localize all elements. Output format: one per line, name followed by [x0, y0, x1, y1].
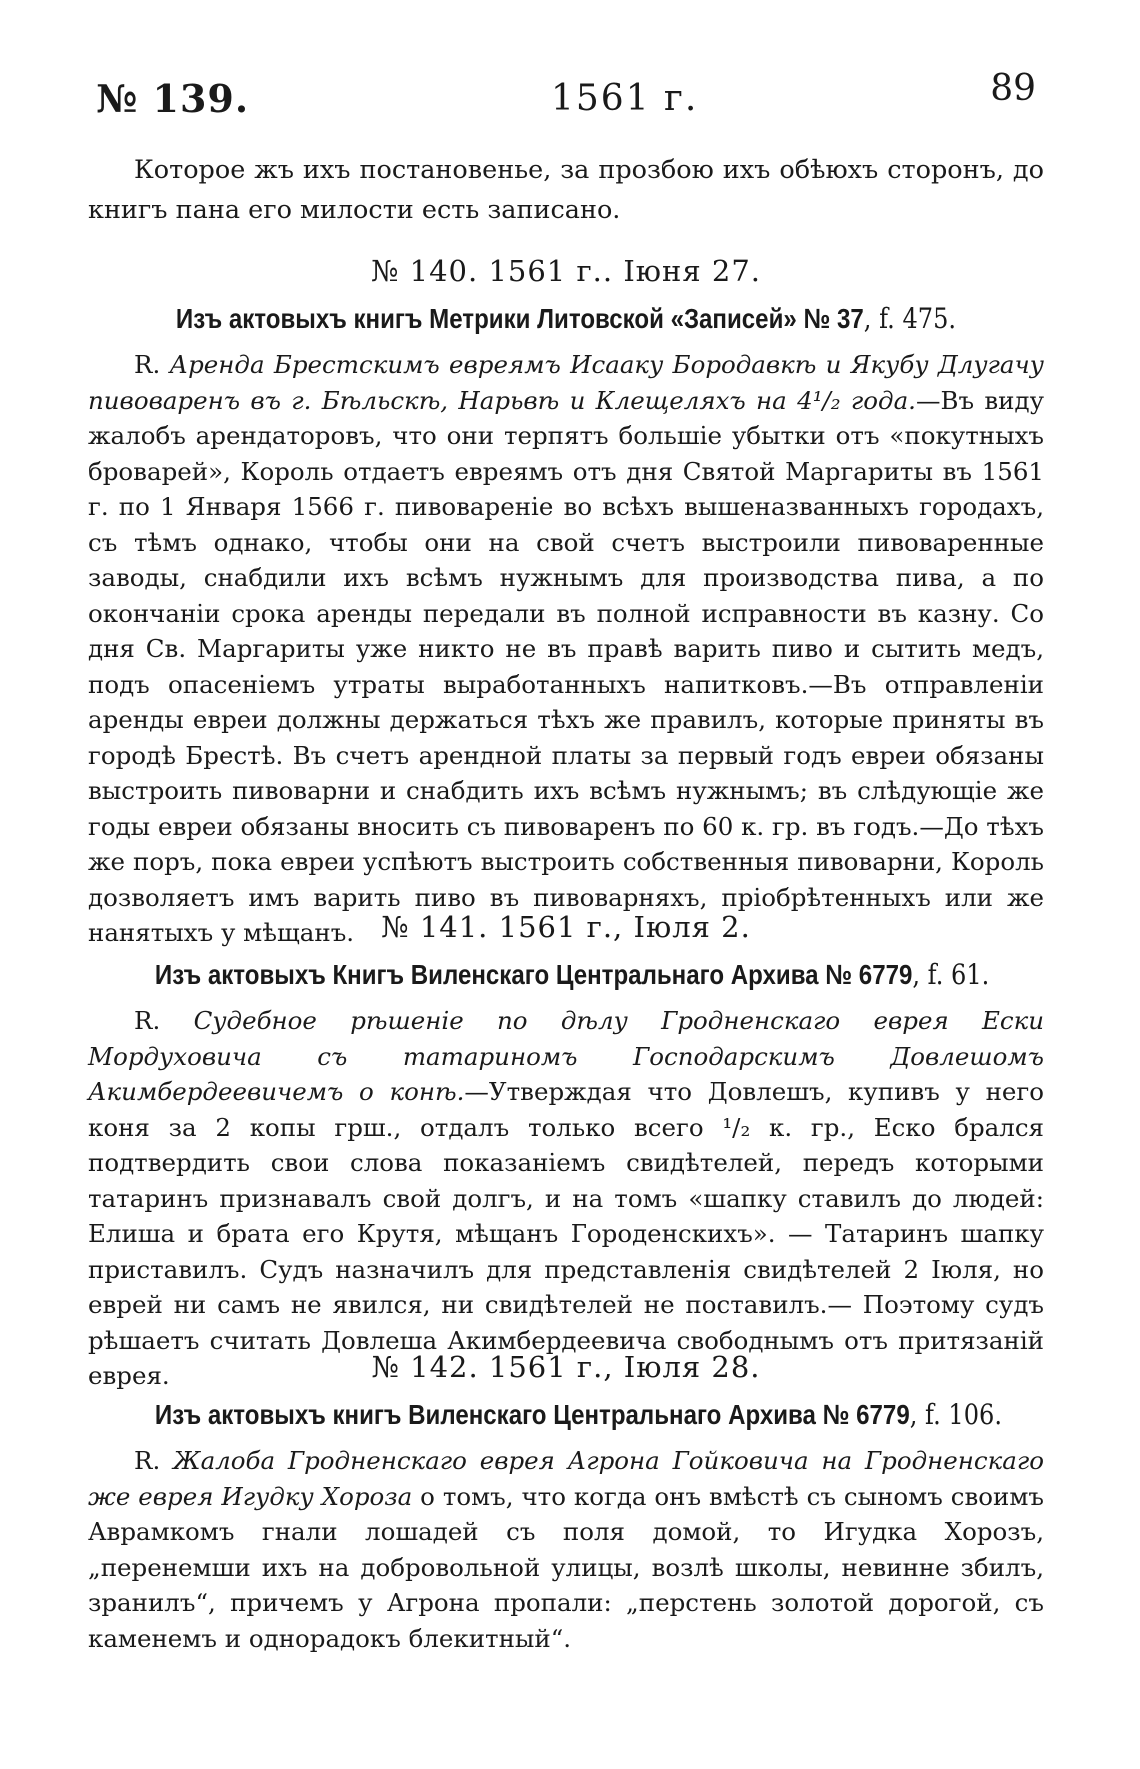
entry-source [154, 958, 990, 991]
source-prefix: Изъ актовыхъ книгъ Метрики Литовской «Записей» [175, 303, 797, 334]
entry-heading: № 141. 1561 г., Iюля 2. [381, 910, 751, 944]
entry-141 [88, 910, 1044, 1394]
entry-heading: № 140. 1561 г.. Iюня 27. [371, 254, 761, 288]
source-folio: , f. 475. [863, 302, 957, 335]
regest-marker: R. [134, 1446, 161, 1475]
source-prefix: Изъ актовыхъ книгъ Виленскаго Центральнаго Архива [154, 1399, 816, 1430]
entry-140 [88, 254, 1044, 951]
entry-paragraph [88, 1443, 1044, 1656]
source-folio: , f. 61. [912, 958, 990, 991]
entry-source [155, 302, 977, 335]
running-head [96, 62, 1036, 122]
entry-body: о томъ, что когда онъ вмѣстѣ съ сыномъ своимъ Аврамкомъ гнали лошадей съ поля домой, то Игудка Хорозъ, „перенемши ихъ на добровольной улицы, возлѣ школы, невинне збилъ, зранилъ“, причемъ у Агрона пропали: „перстень золотой дорогой, съ каменемъ и однорадокъ блекитный“. [88, 1481, 1044, 1653]
entry-summary: Аренда Брестскимъ евреямъ Исааку Бородавкѣ и Якубу Длугачу пивоваренъ въ г. Бѣльскѣ, Нарьвѣ и Клещеляхъ на 4¹/₂ года. [88, 350, 1044, 415]
entry-source [154, 1398, 1003, 1431]
source-number: № 37 [803, 303, 864, 334]
running-year: 1561 г. [551, 78, 699, 119]
entry-body: —Въ виду жалобъ арендаторовъ, что они терпятъ большiе убытки отъ «покутныхъ броварей», Король отдаетъ евреямъ отъ дня Святой Маргариты въ 1561 г. по 1 Января 1566 г. пивоваренiе во всѣхъ вышеназванныхъ городахъ, съ тѣмъ однако, чтобы они на свой счетъ выстроили пивоваренные заводы, снабдили ихъ всѣмъ нужнымъ для производства пива, а по окончанiи срока аренды передали въ полной исправности въ казну. Со дня Св. Маргариты уже никто не въ правѣ варить пиво и сытить медъ, подъ опасенiемъ утраты выработанныхъ напитковъ.—Въ отправленiи аренды евреи должны держаться тѣхъ же правилъ, которые приняты въ городѣ Брестѣ. Въ счетъ арендной платы за первый годъ евреи обязаны выстроить пивоварни и снабдить ихъ всѣмъ нужнымъ; въ слѣдующiе же годы евреи обязаны вносить съ пивоваренъ по 60 к. гр. въ годъ.—До тѣхъ же поръ, пока евреи успѣютъ выстроить собственныя пивоварни, Король дозволяетъ имъ варить пиво въ пивоварняхъ, прiобрѣтенныхъ или же нанятыхъ у мѣщанъ. [88, 385, 1045, 947]
regest-marker: R. [134, 350, 161, 379]
entry-paragraph [88, 1003, 1044, 1394]
regest-marker: R. [134, 1006, 161, 1035]
source-number: № 6779 [822, 1399, 910, 1430]
continuation-paragraph: Которое жъ ихъ постановенье, за прозбою ихъ обѣюхъ сторонъ, до книгъ пана его милости есть записано. [88, 155, 1044, 225]
entry-body: —Утверждая что Довлешъ, купивъ у него коня за 2 копы грш., отдалъ только всего ¹/₂ к. гр., Еско брался подтвердить свои слова показанiемъ свидѣтелей, передъ которыми татаринъ признавалъ свой долгъ, и на томъ «шапку ставилъ до людей: Елиша и брата его Крутя, мѣщанъ Городенскихъ». — Татаринъ шапку приставилъ. Судъ назначилъ для представленiя свидѣтелей 2 Iюля, но еврей ни самъ не явился, ни свидѣтелей не поставилъ.— Поэтому судъ рѣшаетъ считать Довлеша Акимбердеевича свободнымъ отъ притязанiй еврея. [88, 1077, 1045, 1390]
entry-142 [88, 1350, 1044, 1656]
entry-paragraph [88, 347, 1044, 951]
source-prefix: Изъ актовыхъ Книгъ Виленскаго Центральнаго Архива [154, 959, 819, 990]
source-folio: , f. 106. [909, 1398, 1003, 1431]
entry-summary: Судебное рѣшенiе по дѣлу Гродненскаго еврея Ески Мордуховича съ татариномъ Господарскимъ Довлешомъ Акимбердеевичемъ о конѣ. [88, 1006, 1044, 1106]
continuation-block [88, 150, 1044, 230]
page-number: 89 [990, 68, 1036, 109]
entry-heading: № 142. 1561 г., Iюля 28. [371, 1350, 761, 1384]
source-number: № 6779 [825, 959, 913, 990]
doc-number: № 139. [96, 76, 250, 121]
entry-summary: Жалоба Гродненскаго еврея Агрона Гойковича на Гродненскаго же еврея Игудку Хороза [88, 1446, 1044, 1511]
